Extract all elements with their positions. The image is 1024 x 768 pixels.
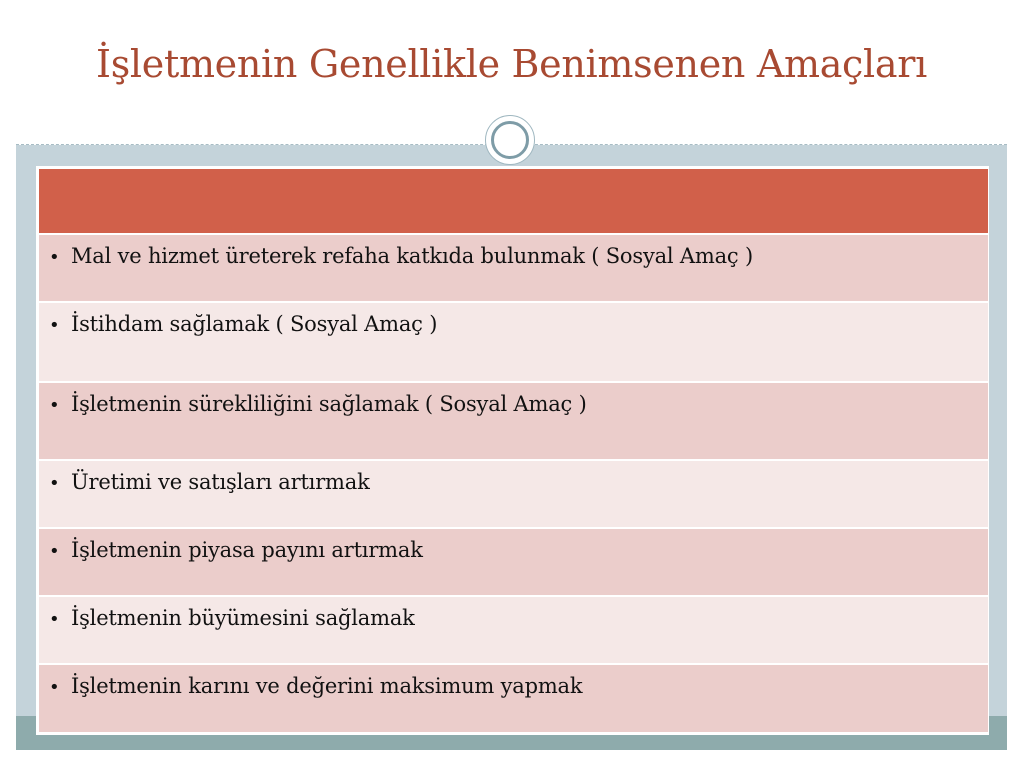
bullet: •	[49, 315, 60, 336]
table-row	[39, 383, 988, 459]
table-row	[39, 665, 988, 732]
table-row	[39, 529, 988, 595]
slide	[16, 16, 1007, 750]
table-row	[39, 461, 988, 527]
row-text: Mal ve hizmet üreterek refaha katkıda bulunmak ( Sosyal Amaç )	[71, 244, 753, 268]
title-divider-ring	[491, 121, 529, 159]
bullet: •	[49, 677, 60, 698]
row-text: İşletmenin karını ve değerini maksimum yapmak	[71, 674, 583, 698]
row-text: İşletmenin piyasa payını artırmak	[71, 538, 423, 562]
table-row	[39, 235, 988, 301]
slide-title: İşletmenin Genellikle Benimsenen Amaçları	[96, 42, 927, 86]
table-row	[39, 597, 988, 663]
row-text: İşletmenin sürekliliğini sağlamak ( Sosyal Amaç )	[71, 392, 587, 416]
table-header-row	[39, 169, 988, 233]
bullet: •	[49, 541, 60, 562]
bullet: •	[49, 609, 60, 630]
table-row	[39, 303, 988, 381]
bullet: •	[49, 247, 60, 268]
row-text: İstihdam sağlamak ( Sosyal Amaç )	[71, 312, 438, 336]
goals-table	[36, 166, 989, 735]
bullet: •	[49, 473, 60, 494]
row-text: İşletmenin büyümesini sağlamak	[71, 606, 415, 630]
bullet: •	[49, 395, 60, 416]
title-divider-circle	[485, 115, 535, 165]
row-text: Üretimi ve satışları artırmak	[71, 470, 370, 494]
